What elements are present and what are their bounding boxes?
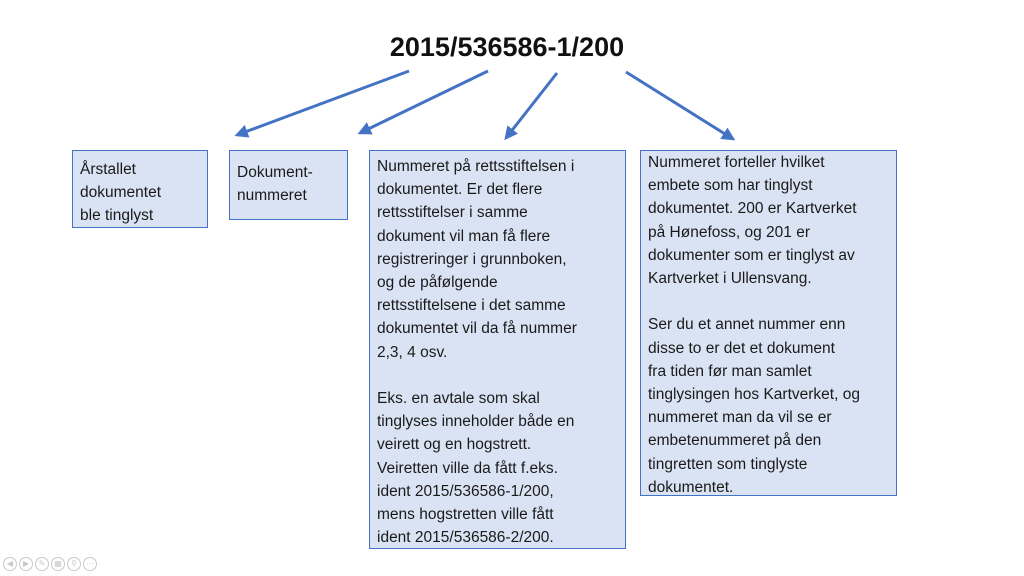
- rettsstiftelse-number-box: Nummeret på rettsstiftelsen i dokumentet. Er det flere rettsstiftelser i samme dokument vil man få flere registreringer i grunnboken, og de påfølgende rettsstiftelsene i det samme dokumentet vil da få nummer 2,3, 4 osv. Eks. en avtale som skal tinglyses inneholder både en veirett og en hogstrett. Veiretten ville da fått f.eks. ident 2015/536586-1/200, mens hogstretten ville fått ident 2015/536586-2/200.: [369, 150, 626, 549]
- document-number-box: Dokument- nummeret: [229, 150, 348, 220]
- embete-number-box: Nummeret forteller hvilket embete som har tinglyst dokumentet. 200 er Kartverket på Hønefoss, og 201 er dokumenter som er tinglyst av Kartverket i Ullensvang. Ser du et annet nummer enn disse to er det et dokument fra tiden før man samlet tinglysingen hos Kartverket, og nummeret man da vil se er embetenummeret på den tingretten som tinglyste dokumentet.: [640, 150, 897, 496]
- slide-controls: [3, 557, 97, 571]
- prev-icon[interactable]: ◀: [3, 557, 17, 571]
- arrow-to-document-number: [360, 71, 488, 133]
- arrow-to-embete: [626, 72, 733, 139]
- page-title: 2015/536586-1/200: [389, 32, 625, 62]
- slides-icon[interactable]: ▦: [51, 557, 65, 571]
- next-icon[interactable]: ▶: [19, 557, 33, 571]
- arrow-to-rettsstiftelse: [506, 73, 557, 138]
- year-box: Årstallet dokumentet ble tinglyst: [72, 150, 208, 228]
- zoom-icon[interactable]: ⚲: [67, 557, 81, 571]
- pen-icon[interactable]: ✎: [35, 557, 49, 571]
- arrow-to-year: [237, 71, 409, 135]
- more-icon[interactable]: ⋯: [83, 557, 97, 571]
